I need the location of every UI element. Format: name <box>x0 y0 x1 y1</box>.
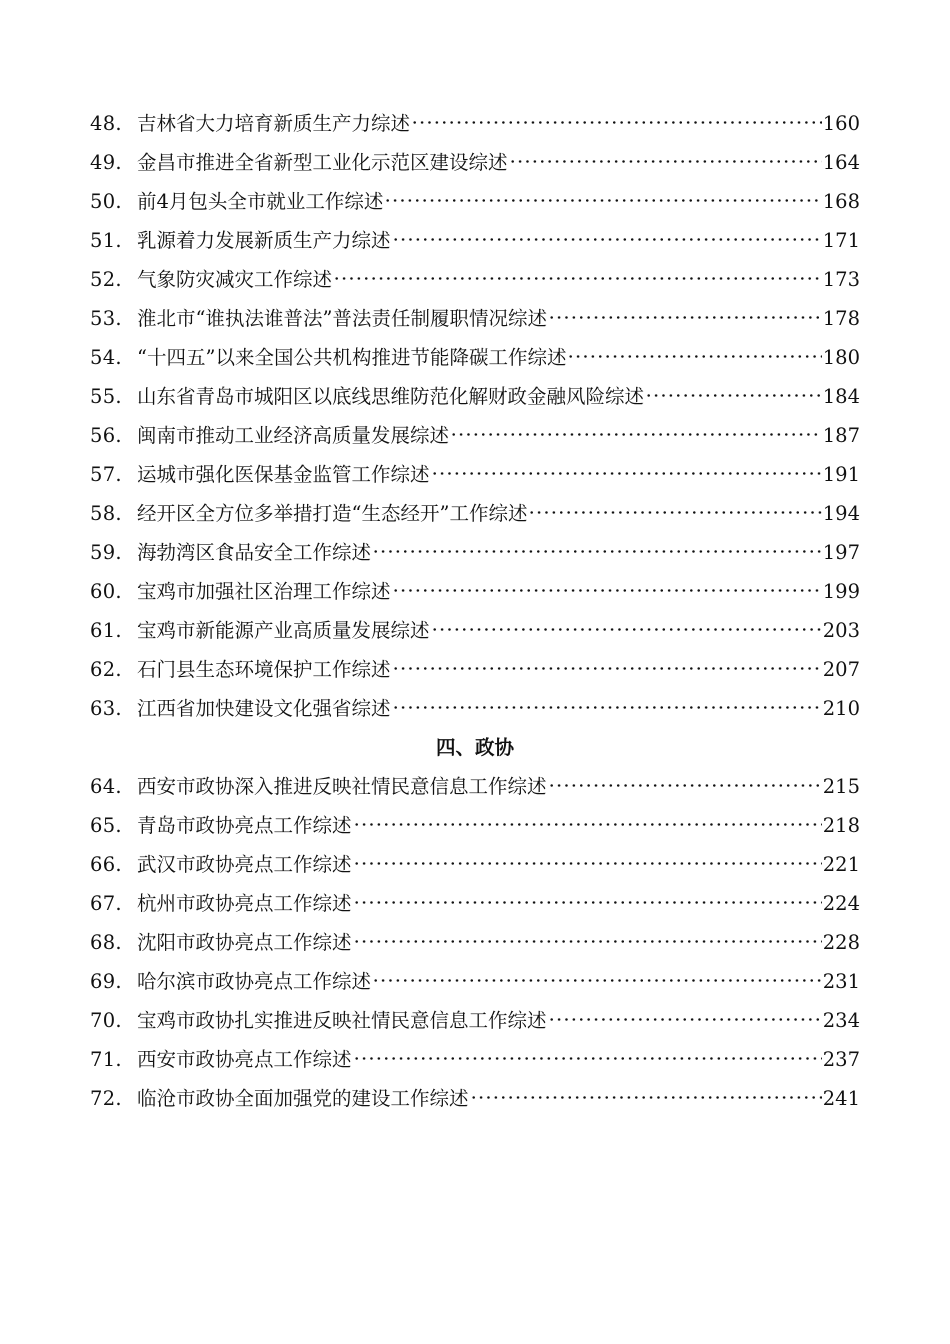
entry-number: 72. <box>90 1087 122 1110</box>
entry-page-number: 191 <box>822 463 860 486</box>
toc-entry[interactable] <box>90 962 860 1001</box>
entry-number: 58. <box>90 502 122 525</box>
dot-leader <box>353 940 822 943</box>
entry-title: 武汉市政协亮点工作综述 <box>137 853 352 876</box>
entry-page-number: 210 <box>822 697 860 720</box>
toc-entry[interactable] <box>90 182 860 221</box>
entry-number: 50. <box>90 190 122 213</box>
entry-number: 49. <box>90 151 122 174</box>
dot-leader <box>431 628 822 631</box>
dot-leader <box>392 667 822 670</box>
entry-number: 54. <box>90 346 122 369</box>
toc-entry[interactable] <box>90 1040 860 1079</box>
toc-entry[interactable] <box>90 572 860 611</box>
entry-number: 51. <box>90 229 122 252</box>
entry-number: 56. <box>90 424 122 447</box>
dot-leader <box>353 823 822 826</box>
entry-title: 运城市强化医保基金监管工作综述 <box>137 463 430 486</box>
entry-number: 48. <box>90 112 122 135</box>
dot-leader <box>528 511 821 514</box>
dot-leader <box>645 394 822 397</box>
entry-title: 西安市政协亮点工作综述 <box>137 1048 352 1071</box>
entry-page-number: 197 <box>822 541 860 564</box>
toc-entry[interactable] <box>90 104 860 143</box>
entry-page-number: 241 <box>822 1087 860 1110</box>
entry-page-number: 221 <box>822 853 860 876</box>
entry-title: 山东省青岛市城阳区以底线思维防范化解财政金融风险综述 <box>137 385 645 408</box>
toc-entry[interactable] <box>90 1079 860 1118</box>
entry-number: 70. <box>90 1009 122 1032</box>
entry-number: 59. <box>90 541 122 564</box>
entry-page-number: 224 <box>822 892 860 915</box>
toc-entry[interactable] <box>90 455 860 494</box>
entry-number: 52. <box>90 268 122 291</box>
dot-leader <box>392 238 822 241</box>
entry-title: 前4月包头全市就业工作综述 <box>137 190 384 213</box>
dot-leader <box>353 901 822 904</box>
entry-page-number: 228 <box>822 931 860 954</box>
entry-title: “十四五”以来全国公共机构推进节能降碳工作综述 <box>137 346 567 369</box>
toc-entry[interactable] <box>90 260 860 299</box>
toc-entry[interactable] <box>90 143 860 182</box>
toc-entry[interactable] <box>90 884 860 923</box>
dot-leader <box>411 121 822 124</box>
entry-title: 闽南市推动工业经济高质量发展综述 <box>137 424 450 447</box>
dot-leader <box>392 706 822 709</box>
entry-page-number: 237 <box>822 1048 860 1071</box>
entry-page-number: 178 <box>822 307 860 330</box>
entry-page-number: 173 <box>822 268 860 291</box>
toc-entry[interactable] <box>90 338 860 377</box>
dot-leader <box>450 433 822 436</box>
entry-title: 江西省加快建设文化强省综述 <box>137 697 391 720</box>
entry-number: 68. <box>90 931 122 954</box>
entry-page-number: 207 <box>822 658 860 681</box>
toc-entry[interactable] <box>90 299 860 338</box>
entry-page-number: 231 <box>822 970 860 993</box>
entry-title: 石门县生态环境保护工作综述 <box>137 658 391 681</box>
entry-number: 61. <box>90 619 122 642</box>
entry-number: 63. <box>90 697 122 720</box>
entry-title: 海勃湾区食品安全工作综述 <box>137 541 372 564</box>
dot-leader <box>353 1057 822 1060</box>
entry-number: 64. <box>90 775 122 798</box>
toc-entry[interactable] <box>90 377 860 416</box>
toc-entry[interactable] <box>90 767 860 806</box>
entry-title: 哈尔滨市政协亮点工作综述 <box>137 970 372 993</box>
toc-entry[interactable] <box>90 806 860 845</box>
entry-number: 66. <box>90 853 122 876</box>
dot-leader <box>392 589 822 592</box>
entry-title: 金昌市推进全省新型工业化示范区建设综述 <box>137 151 508 174</box>
entry-page-number: 203 <box>822 619 860 642</box>
entry-number: 69. <box>90 970 122 993</box>
entry-page-number: 215 <box>822 775 860 798</box>
toc-entries-section-3 <box>90 104 860 728</box>
toc-entry[interactable] <box>90 845 860 884</box>
entry-title: 宝鸡市政协扎实推进反映社情民意信息工作综述 <box>137 1009 547 1032</box>
toc-entries-section-4 <box>90 767 860 1118</box>
entry-page-number: 218 <box>822 814 860 837</box>
table-of-contents <box>90 104 860 1118</box>
toc-entry[interactable] <box>90 533 860 572</box>
dot-leader <box>470 1096 822 1099</box>
entry-title: 经开区全方位多举措打造“生态经开”工作综述 <box>137 502 528 525</box>
entry-number: 67. <box>90 892 122 915</box>
entry-title: 西安市政协深入推进反映社情民意信息工作综述 <box>137 775 547 798</box>
toc-entry[interactable] <box>90 923 860 962</box>
entry-page-number: 160 <box>822 112 860 135</box>
entry-title: 宝鸡市新能源产业高质量发展综述 <box>137 619 430 642</box>
toc-entry[interactable] <box>90 650 860 689</box>
entry-number: 55. <box>90 385 122 408</box>
entry-number: 60. <box>90 580 122 603</box>
dot-leader <box>567 355 821 358</box>
entry-number: 65. <box>90 814 122 837</box>
dot-leader <box>384 199 821 202</box>
toc-entry[interactable] <box>90 416 860 455</box>
entry-page-number: 164 <box>822 151 860 174</box>
dot-leader <box>548 784 822 787</box>
dot-leader <box>509 160 822 163</box>
entry-page-number: 180 <box>822 346 860 369</box>
entry-title: 乳源着力发展新质生产力综述 <box>137 229 391 252</box>
toc-entry[interactable] <box>90 494 860 533</box>
dot-leader <box>548 1018 822 1021</box>
entry-number: 71. <box>90 1048 122 1071</box>
entry-title: 气象防灾减灾工作综述 <box>137 268 333 291</box>
toc-entry[interactable] <box>90 1001 860 1040</box>
entry-number: 62. <box>90 658 122 681</box>
entry-number: 57. <box>90 463 122 486</box>
dot-leader <box>548 316 822 319</box>
entry-title: 临沧市政协全面加强党的建设工作综述 <box>137 1087 469 1110</box>
toc-entry[interactable] <box>90 611 860 650</box>
dot-leader <box>431 472 822 475</box>
toc-entry[interactable] <box>90 221 860 260</box>
dot-leader <box>372 550 822 553</box>
dot-leader <box>353 862 822 865</box>
section-heading: 四、政协 <box>435 736 514 759</box>
entry-title: 宝鸡市加强社区治理工作综述 <box>137 580 391 603</box>
entry-title: 青岛市政协亮点工作综述 <box>137 814 352 837</box>
toc-entry[interactable] <box>90 689 860 728</box>
entry-page-number: 184 <box>822 385 860 408</box>
entry-title: 淮北市“谁执法谁普法”普法责任制履职情况综述 <box>137 307 547 330</box>
entry-title: 吉林省大力培育新质生产力综述 <box>137 112 411 135</box>
entry-page-number: 171 <box>822 229 860 252</box>
entry-number: 53. <box>90 307 122 330</box>
entry-page-number: 199 <box>822 580 860 603</box>
entry-page-number: 187 <box>822 424 860 447</box>
entry-page-number: 234 <box>822 1009 860 1032</box>
dot-leader <box>372 979 822 982</box>
entry-page-number: 168 <box>822 190 860 213</box>
entry-page-number: 194 <box>822 502 860 525</box>
entry-title: 杭州市政协亮点工作综述 <box>137 892 352 915</box>
entry-title: 沈阳市政协亮点工作综述 <box>137 931 352 954</box>
dot-leader <box>333 277 822 280</box>
